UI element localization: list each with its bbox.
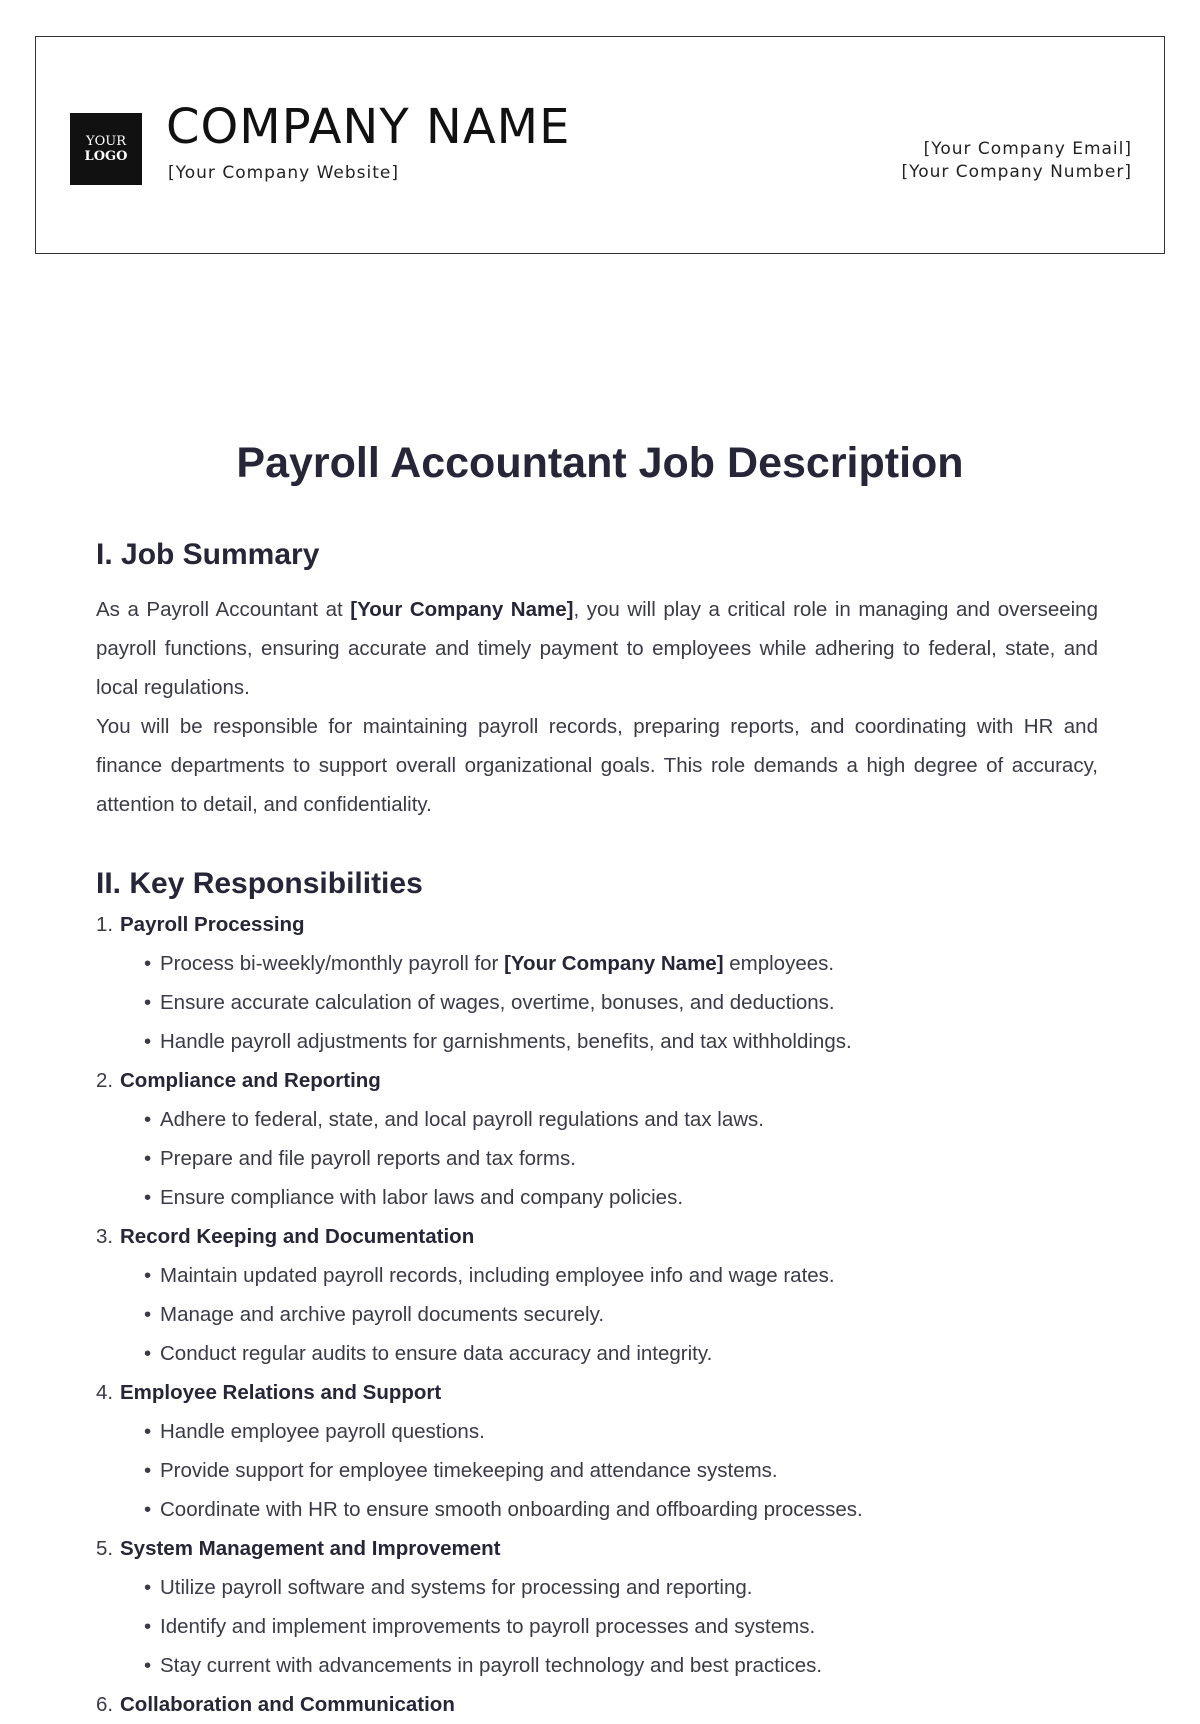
bullet-icon: • [144,952,152,975]
item-title: Record Keeping and Documentation [120,1225,475,1248]
bullet-icon: • [144,991,152,1014]
responsibility-item [96,1061,1098,1100]
list-item-text: Ensure accurate calculation of wages, overtime, bonuses, and deductions. [160,991,835,1014]
bullet-icon: • [144,1420,152,1443]
item-title: Compliance and Reporting [120,1069,381,1092]
list-item [96,1139,1098,1178]
company-email: [Your Company Email] [923,139,1132,159]
item-number: 5. [96,1537,114,1560]
list-item [96,1022,1098,1061]
list-item-text: Process bi-weekly/monthly payroll for [160,952,505,975]
list-item-text: Identify and implement improvements to payroll processes and systems. [160,1615,816,1638]
item-number: 3. [96,1225,114,1248]
list-item [96,1334,1098,1373]
list-item [96,1490,1098,1529]
responsibility-item [96,1373,1098,1412]
company-name-placeholder: [Your Company Name] [504,952,724,975]
list-item-text: employees. [723,952,835,975]
list-item-text: Provide support for employee timekeeping and attendance systems. [160,1459,778,1482]
list-item-text: Coordinate with HR to ensure smooth onboarding and offboarding processes. [160,1498,863,1521]
item-title: System Management and Improvement [120,1537,501,1560]
item-title: Payroll Processing [120,913,305,936]
summary-text: As a Payroll Accountant at [96,598,351,621]
bullet-icon: • [144,1303,152,1326]
bullet-icon: • [144,1654,152,1677]
company-website: [Your Company Website] [168,163,400,183]
item-number: 4. [96,1381,114,1404]
responsibility-item [96,905,1098,944]
list-item [96,983,1098,1022]
list-item [96,1295,1098,1334]
bullet-icon: • [144,1186,152,1209]
list-item [96,1100,1098,1139]
section-heading-job-summary: I. Job Summary [96,538,320,571]
bullet-icon: • [144,1030,152,1053]
section-heading-key-responsibilities: II. Key Responsibilities [96,867,423,900]
logo-line-2: LOGO [84,149,128,164]
list-item-text: Prepare and file payroll reports and tax forms. [160,1147,576,1170]
company-contact [901,138,1132,184]
logo-line-1: YOUR [86,134,126,149]
item-title: Employee Relations and Support [120,1381,442,1404]
bullet-icon: • [144,1264,152,1287]
item-number: 2. [96,1069,114,1092]
item-title: Collaboration and Communication [120,1693,455,1716]
company-logo [70,113,142,185]
bullet-icon: • [144,1576,152,1599]
responsibility-item [96,1529,1098,1568]
responsibility-item [96,1685,1098,1724]
company-name-placeholder: [Your Company Name] [350,598,574,621]
responsibility-item [96,1217,1098,1256]
bullet-icon: • [144,1147,152,1170]
letterhead [35,36,1165,254]
bullet-icon: • [144,1108,152,1131]
company-name: COMPANY NAME [166,99,571,155]
list-item-text: Maintain updated payroll records, including employee info and wage rates. [160,1264,835,1287]
responsibilities-list [96,905,1098,1724]
list-item [96,1568,1098,1607]
list-item [96,1178,1098,1217]
list-item-text: Adhere to federal, state, and local payroll regulations and tax laws. [160,1108,764,1131]
list-item-text: Utilize payroll software and systems for processing and reporting. [160,1576,753,1599]
list-item [96,1412,1098,1451]
item-number: 6. [96,1693,114,1716]
list-item [96,944,1098,983]
summary-paragraph-1 [96,590,1098,707]
list-item-text: Stay current with advancements in payroll technology and best practices. [160,1654,823,1677]
summary-paragraph-2: You will be responsible for maintaining payroll records, preparing reports, and coordinating with HR and finance departments to support overall organizational goals. This role demands a high degree of accuracy, attention to detail, and confidentiality. [96,715,1098,816]
list-item [96,1607,1098,1646]
list-item-text: Handle employee payroll questions. [160,1420,485,1443]
bullet-icon: • [144,1342,152,1365]
bullet-icon: • [144,1615,152,1638]
company-number: [Your Company Number] [901,162,1132,182]
list-item-text: Conduct regular audits to ensure data accuracy and integrity. [160,1342,713,1365]
list-item [96,1256,1098,1295]
bullet-icon: • [144,1459,152,1482]
list-item [96,1451,1098,1490]
list-item-text: Ensure compliance with labor laws and company policies. [160,1186,684,1209]
list-item [96,1646,1098,1685]
bullet-icon: • [144,1498,152,1521]
document-title: Payroll Accountant Job Description [236,439,964,487]
item-number: 1. [96,913,114,936]
summary-text: , you will play a critical role in managing and overseeing payroll functions, ensuring accurate and timely payment to employees while adhering to federal, state, and local regulations. [96,598,1098,699]
list-item-text: Manage and archive payroll documents securely. [160,1303,605,1326]
list-item-text: Handle payroll adjustments for garnishments, benefits, and tax withholdings. [160,1030,852,1053]
